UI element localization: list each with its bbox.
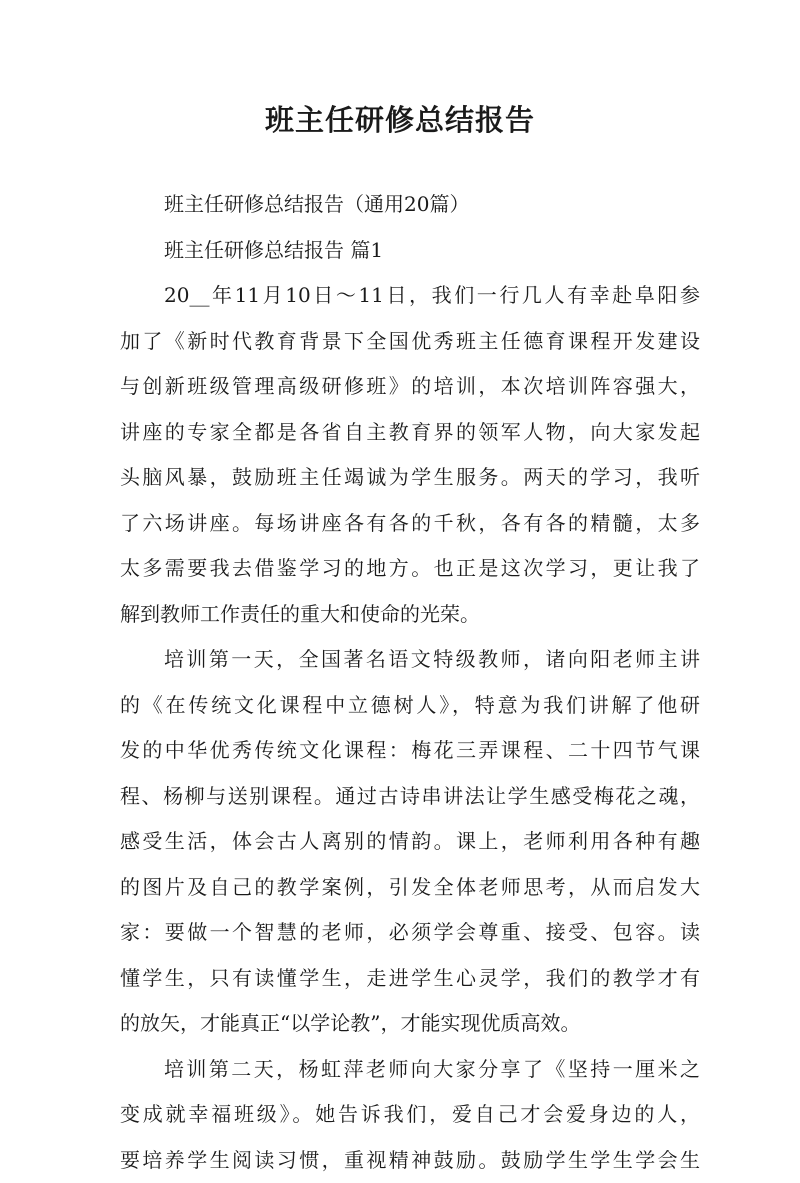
paragraph-line: 培训第一天，全国著名语文特级教师，诸向阳老师主讲 [120,637,700,683]
paragraph-line: 的《在传统文化课程中立德树人》，特意为我们讲解了他研 [120,683,700,729]
document-title: 班主任研修总结报告 [0,98,800,139]
paragraph-line: 的放矢，才能真正“以学论教”，才能实现优质高效。 [120,1001,700,1047]
paragraph-line: 了六场讲座。每场讲座各有各的千秋，各有各的精髓，太多 [120,501,700,547]
paragraph-line: 20__年11月10日～11日，我们一行几人有幸赴阜阳参 [120,273,700,319]
paragraph-line: 变成就幸福班级》。她告诉我们，爱自己才会爱身边的人， [120,1092,700,1138]
paragraph-line: 头脑风暴，鼓励班主任竭诚为学生服务。两天的学习，我听 [120,455,700,501]
paragraph-line: 程、杨柳与送别课程。通过古诗串讲法让学生感受梅花之魂， [120,774,700,820]
document-body [120,182,700,1183]
paragraph-line: 的图片及自己的教学案例，引发全体老师思考，从而启发大 [120,865,700,911]
paragraph-line: 发的中华优秀传统文化课程：梅花三弄课程、二十四节气课 [120,728,700,774]
paragraph-line: 懂学生，只有读懂学生，走进学生心灵学，我们的教学才有 [120,956,700,1002]
paragraph-line: 与创新班级管理高级研修班》的培训，本次培训阵容强大， [120,364,700,410]
paragraph-line: 要培养学生阅读习惯，重视精神鼓励。鼓励学生学生学会生 [120,1138,700,1183]
paragraph-line: 讲座的专家全都是各省自主教育界的领军人物，向大家发起 [120,410,700,456]
paragraph-line: 感受生活，体会古人离别的情韵。课上，老师利用各种有趣 [120,819,700,865]
paragraph-line: 太多需要我去借鉴学习的地方。也正是这次学习，更让我了 [120,546,700,592]
paragraph-line: 培训第二天，杨虹萍老师向大家分享了《坚持一厘米之 [120,1047,700,1093]
section-heading: 班主任研修总结报告 篇1 [120,228,700,274]
paragraph-line: 解到教师工作责任的重大和使命的光荣。 [120,592,700,638]
paragraph-line: 家：要做一个智慧的老师，必须学会尊重、接受、包容。读 [120,910,700,956]
subtitle-line: 班主任研修总结报告（通用20篇） [120,182,700,228]
paragraph-line: 加了《新时代教育背景下全国优秀班主任德育课程开发建设 [120,319,700,365]
